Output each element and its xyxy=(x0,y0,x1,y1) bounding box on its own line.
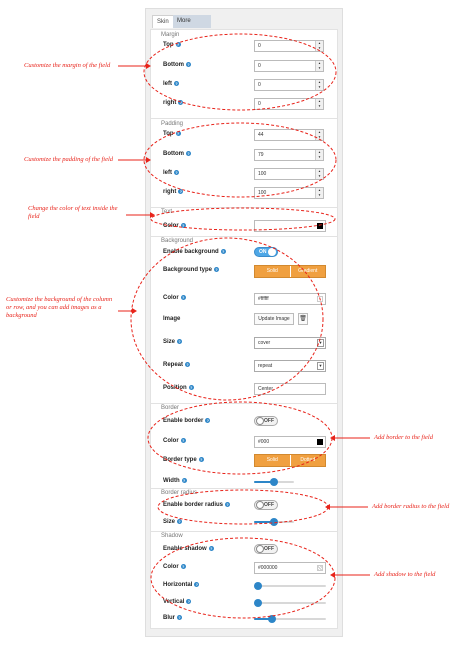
shadow-color-input[interactable]: #000000 xyxy=(254,562,326,574)
annotation-ellipse-padding xyxy=(144,123,336,197)
help-icon[interactable]: ? xyxy=(181,438,185,443)
help-icon[interactable]: ? xyxy=(186,362,189,367)
margin-left-label: left xyxy=(163,81,172,88)
arrowhead-icon xyxy=(330,572,335,578)
arrowhead-icon xyxy=(132,308,137,314)
padding-bottom-label: Bottom xyxy=(163,151,184,158)
border-type-label: Border type xyxy=(163,457,197,464)
annotation-padding: Customize the padding of the field xyxy=(24,156,114,163)
margin-bottom-input[interactable]: 0 ▲ ▼ xyxy=(254,60,324,72)
enable-shadow-toggle[interactable]: OFF xyxy=(254,544,278,554)
padding-right-input[interactable]: 100 ▲ ▼ xyxy=(254,187,324,199)
annotation-shadow: Add shadow to the field xyxy=(374,571,436,578)
stepper-icon[interactable]: ▲ ▼ xyxy=(315,188,323,198)
background-type-gradient[interactable]: Gradient xyxy=(290,266,326,277)
enable-border-radius-label: Enable border radius xyxy=(163,502,224,509)
padding-left-input[interactable]: 100 ▲ ▼ xyxy=(254,168,324,180)
stepper-icon[interactable]: ▲ ▼ xyxy=(315,41,323,51)
help-icon[interactable]: ? xyxy=(178,615,181,620)
section-title: Padding xyxy=(161,121,184,127)
margin-top-label: Top xyxy=(163,42,174,49)
chevron-down-icon[interactable]: ▼ xyxy=(318,363,323,368)
enable-background-toggle[interactable]: ON xyxy=(254,247,278,257)
enable-background-label: Enable background xyxy=(163,249,219,256)
padding-top-input[interactable]: 44 ▲ ▼ xyxy=(254,129,324,141)
stepper-icon[interactable]: ▲ ▼ xyxy=(315,80,323,90)
background-type-solid[interactable]: Solid xyxy=(255,266,290,277)
stepper-icon[interactable]: ▲ ▼ xyxy=(315,150,323,160)
help-icon[interactable]: ? xyxy=(187,62,190,67)
margin-top-input[interactable]: 0 ▲ ▼ xyxy=(254,40,324,52)
enable-border-label: Enable border xyxy=(163,418,204,425)
margin-left-input[interactable]: 0 ▲ ▼ xyxy=(254,79,324,91)
annotation-background: Customize the background of the column or row, and you can add images as a background xyxy=(6,296,113,319)
section-title: Background xyxy=(161,238,194,244)
border-width-label: Width xyxy=(163,478,180,485)
radius-size-label: Size xyxy=(163,519,176,526)
help-icon[interactable]: ? xyxy=(181,295,185,300)
stepper-icon[interactable]: ▲ ▼ xyxy=(315,169,323,179)
help-icon[interactable]: ? xyxy=(176,131,180,136)
help-icon[interactable]: ? xyxy=(178,519,181,524)
annotation-radius: Add border radius to the field xyxy=(372,503,450,510)
stepper-icon[interactable]: ▲ ▼ xyxy=(315,130,323,140)
background-image-label: Image xyxy=(163,316,181,322)
annotation-text: Change the color of text inside the field xyxy=(28,205,118,220)
tab-more-options[interactable]: More xyxy=(173,15,211,28)
annotation-ellipse-border xyxy=(148,402,332,474)
help-icon[interactable]: ? xyxy=(179,100,183,105)
arrowhead-icon xyxy=(146,157,151,163)
help-icon[interactable]: ? xyxy=(226,502,229,507)
help-icon[interactable]: ? xyxy=(181,223,185,228)
help-icon[interactable]: ? xyxy=(206,418,210,423)
help-icon[interactable]: ? xyxy=(175,170,178,175)
annotation-ellipse-margin xyxy=(144,34,336,110)
help-icon[interactable]: ? xyxy=(195,582,199,587)
tab-skin[interactable]: Skin xyxy=(152,15,174,28)
border-color-label: Color xyxy=(163,438,179,445)
enable-shadow-label: Enable shadow xyxy=(163,546,207,553)
help-icon[interactable]: ? xyxy=(182,478,186,483)
help-icon[interactable]: ? xyxy=(215,267,218,272)
annotation-border: Add border to the field xyxy=(374,434,433,441)
annotation-ellipse-shadow xyxy=(151,538,335,618)
help-icon[interactable]: ? xyxy=(221,249,225,254)
shadow-horizontal-label: Horizontal xyxy=(163,582,193,589)
background-position-label: Position xyxy=(163,385,187,392)
padding-top-label: Top xyxy=(163,131,174,138)
help-icon[interactable]: ? xyxy=(176,42,180,47)
stepper-icon[interactable]: ▲ ▼ xyxy=(315,99,323,109)
background-position-input[interactable]: Center xyxy=(254,383,326,395)
annotation-margin: Customize the margin of the field xyxy=(24,62,111,69)
stepper-icon[interactable]: ▲ ▼ xyxy=(315,61,323,71)
margin-bottom-label: Bottom xyxy=(163,62,184,69)
help-icon[interactable]: ? xyxy=(175,81,178,86)
section-title: Border xyxy=(161,405,180,411)
section-title: Border radius xyxy=(161,490,198,496)
shadow-vertical-label: Vertical xyxy=(163,599,185,606)
help-icon[interactable]: ? xyxy=(178,339,181,344)
background-type-label: Background type xyxy=(163,267,213,274)
background-size-label: Size xyxy=(163,339,176,346)
trash-icon[interactable]: 🗑 xyxy=(298,313,308,325)
arrowhead-icon xyxy=(330,435,335,441)
enable-border-toggle[interactable]: OFF xyxy=(254,416,278,426)
help-icon[interactable]: ? xyxy=(189,385,193,390)
border-color-input[interactable]: #000 xyxy=(254,436,326,448)
annotation-ellipse-text xyxy=(151,208,335,230)
help-icon[interactable]: ? xyxy=(209,546,213,551)
help-icon[interactable]: ? xyxy=(187,599,191,604)
text-color-label: Color xyxy=(163,223,179,230)
background-repeat-label: Repeat xyxy=(163,362,184,369)
arrowhead-icon xyxy=(146,63,151,69)
annotation-ellipse-background xyxy=(131,238,323,400)
annotation-ellipse-radius xyxy=(158,490,328,524)
help-icon[interactable]: ? xyxy=(181,564,185,569)
enable-border-radius-toggle[interactable]: OFF xyxy=(254,500,278,510)
section-title: Shadow xyxy=(161,533,183,539)
border-type-dotted[interactable]: Dotted xyxy=(290,455,326,466)
background-color-input[interactable]: #ffffff xyxy=(254,293,326,305)
shadow-color-label: Color xyxy=(163,564,179,571)
margin-right-input[interactable]: 0 ▲ ▼ xyxy=(254,98,324,110)
help-icon[interactable]: ? xyxy=(199,457,203,462)
padding-right-label: right xyxy=(163,189,177,196)
update-image-button[interactable]: Update Image xyxy=(254,313,294,325)
margin-right-label: right xyxy=(163,100,177,107)
section-title: Margin xyxy=(161,32,180,38)
padding-left-label: left xyxy=(163,170,172,177)
help-icon[interactable]: ? xyxy=(179,189,183,194)
background-repeat-select[interactable]: repeat ▼ xyxy=(254,360,326,372)
shadow-blur-label: Blur xyxy=(163,615,175,622)
background-color-label: Color xyxy=(163,295,179,302)
help-icon[interactable]: ? xyxy=(187,151,190,156)
section-title: Text xyxy=(161,209,173,215)
padding-bottom-input[interactable]: 79 ▲ ▼ xyxy=(254,149,324,161)
chevron-down-icon[interactable]: ▼ xyxy=(318,340,323,345)
border-type-solid[interactable]: Solid xyxy=(255,455,290,466)
background-size-select[interactable]: cover ▼ xyxy=(254,337,326,349)
